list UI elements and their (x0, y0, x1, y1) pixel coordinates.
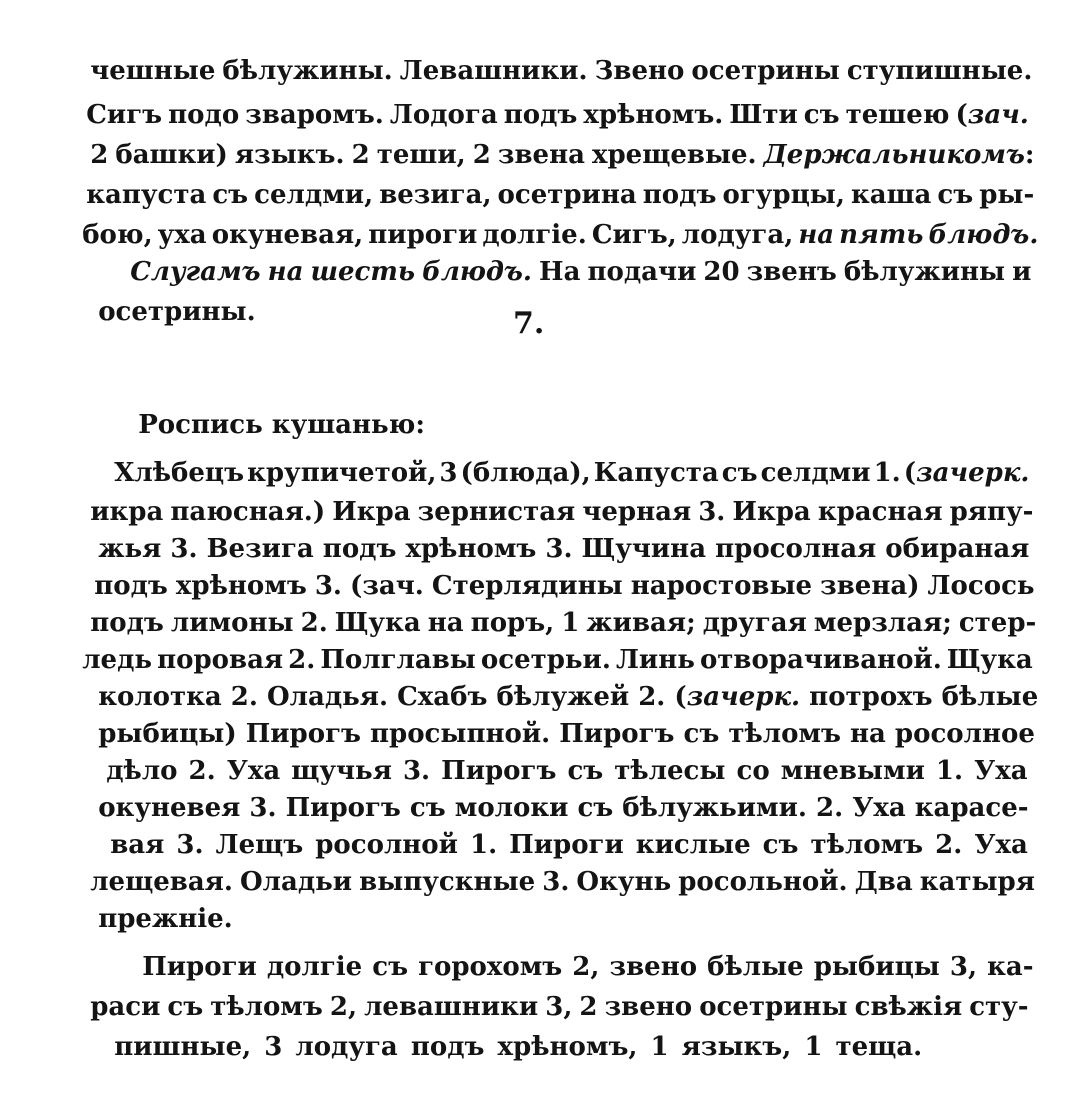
line-text: : (1024, 140, 1035, 170)
line-text: рыбицы) Пирогъ просыпной. Пирогъ съ тѣломъ на росолное (98, 719, 1035, 749)
italic-text: зачерк. (686, 682, 801, 712)
text-line (62, 751, 1029, 823)
text-line (62, 58, 1029, 130)
line-text: 2 башки) языкъ. 2 теши, 2 звена хрещевые. (90, 140, 764, 170)
italic-text: на пять блюдъ. (798, 220, 1039, 250)
text-line (62, 492, 1030, 564)
line-text: бою, уха окуневая, пироги долгіе. Сигъ, лодуга, (82, 220, 799, 250)
line-text: жья 3. Везига подъ хрѣномъ 3. Щучина просолная обираная (98, 534, 1030, 564)
text-line (102, 910, 1034, 982)
text-line (62, 640, 1039, 712)
text-line (62, 603, 1033, 675)
text-line (62, 862, 233, 934)
line-text: вая 3. Лещъ росолной 1. Пироги кислые съ тѣломъ 2. Уха (110, 830, 1028, 860)
italic-text: Держальникомъ (763, 140, 1025, 170)
text-line (62, 566, 1037, 638)
line-text: чешные бѣлужины. Левашники. Звено осетрины ступишные. (90, 56, 1033, 86)
line-text: осетрины. (98, 297, 256, 327)
text-line (62, 529, 1035, 601)
line-text: На подачи 20 звенъ бѣлужины и (531, 257, 1032, 287)
section-title (102, 368, 425, 440)
text-line (62, 677, 1035, 749)
italic-text: зачерк. (916, 458, 1030, 488)
line-text: дѣло 2. Уха щучья 3. Пирогъ съ тѣлесы со мневыми 1. Уха (106, 756, 1028, 786)
text-line (62, 178, 1039, 250)
line-text: раси съ тѣломъ 2, левашники 3, 2 звено осетрины свѣжія сту- (90, 992, 1029, 1022)
line-text: Пироги долгіе съ горохомъ 2, звено бѣлые рыбицы 3, ка- (142, 952, 1034, 982)
text-line (62, 255, 256, 327)
text-line (62, 455, 1034, 527)
line-text: окуневея 3. Пирогъ съ молоки съ бѣлужьими. 2. Уха карасе- (98, 793, 1029, 823)
text-line (62, 950, 1029, 1022)
text-line (102, 416, 1030, 488)
text-line (62, 14, 1033, 86)
text-line (102, 215, 1032, 287)
line-text: пишные, 3 лодуга подъ хрѣномъ, 1 языкъ, 1 теща. (114, 1032, 923, 1062)
line-text: икра паюсная.) Икра зернистая черная 3. Икра красная ряпу- (90, 497, 1034, 527)
line-text: лещевая. Оладьи выпускные 3. Окунь росольной. Два катыря (90, 867, 1035, 897)
line-text: прежніе. (98, 904, 233, 934)
line-text: Хлѣбецъ крупичетой, 3 (блюда), Капуста съ селдми 1. ( (114, 458, 917, 488)
line-text: Сигъ подо зваромъ. Лодога подъ хрѣномъ. Шти съ тешею ( (86, 100, 968, 130)
text-line (62, 138, 1035, 210)
text-line (62, 788, 1028, 860)
text-line (62, 990, 923, 1062)
line-text: Роспись кушанью: (138, 410, 425, 440)
text-line (62, 98, 1035, 170)
line-text: потрохъ бѣлые (800, 682, 1039, 712)
line-text: колотка 2. Оладья. Схабъ бѣлужей 2. ( (98, 682, 687, 712)
italic-text: Слугамъ на шесть блюдъ. (130, 257, 532, 287)
line-text: подъ хрѣномъ 3. (зач. Стерлядины наростовые звена) Лосось (94, 571, 1035, 601)
text-line (62, 825, 1035, 897)
italic-text: зач. (967, 100, 1029, 130)
line-text: капуста съ селдми, везига, осетрина подъ огурцы, каша съ ры- (86, 180, 1035, 210)
section-number: 7. (513, 306, 545, 341)
text-line (62, 714, 1028, 786)
line-text: подъ лимоны 2. Щука на поръ, 1 живая; другая мерзлая; стер- (90, 608, 1037, 638)
line-text: ледь поровая 2. Полглавы осетрьи. Линь отворачиваной. Щука (82, 645, 1033, 675)
